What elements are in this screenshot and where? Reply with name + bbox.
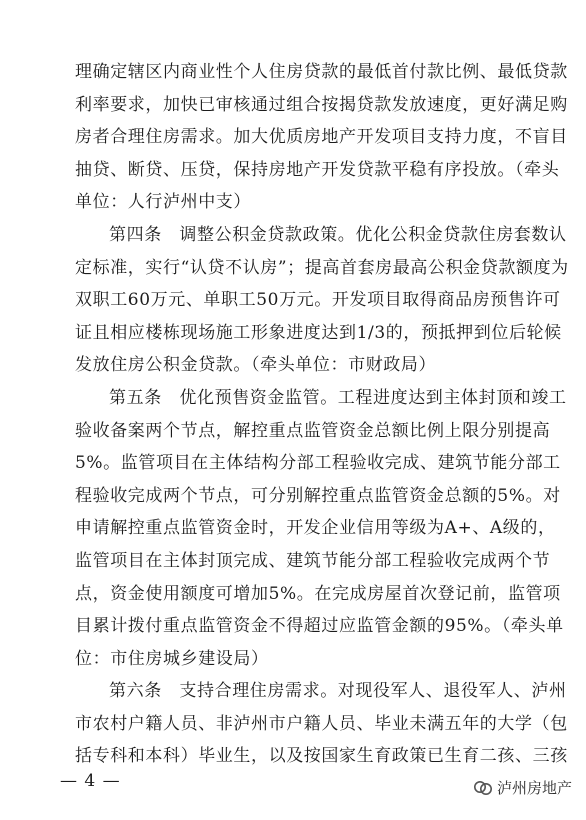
text-line: 利率要求，加快已审核通过组合按揭贷款发放速度，更好满足购 — [75, 94, 568, 115]
text-line: 抽贷、断贷、压贷，保持房地产开发贷款平稳有序投放。（牵头 — [75, 159, 560, 180]
text-line: 单位：人行泸州中支） — [75, 192, 251, 213]
text-line: 理确定辖区内商业性个人住房贷款的最低首付款比例、最低贷款 — [75, 62, 568, 82]
text-line: 申请解控重点监管资金时，开发企业信用等级为A+、A级的， — [75, 518, 556, 539]
document-body — [75, 56, 569, 773]
text-line: 点，资金使用额度可增加5%。在完成房屋首次登记前，监管项 — [75, 583, 561, 604]
text-line: 位：市住房城乡建设局） — [75, 648, 269, 669]
text-line: 市农村户籍人员、非泸州市户籍人员、毕业未满五年的大学（包 — [75, 713, 568, 734]
text-line: 发放住房公积金贷款。（牵头单位：市财政局） — [75, 355, 437, 376]
text-line: 验收备案两个节点，解控重点监管资金总额比例上限分别提高 — [75, 420, 551, 441]
text-line: 房者合理住房需求。加大优质房地产开发项目支持力度，不盲目 — [75, 127, 568, 148]
text-line: 括专科和本科）毕业生，以及按国家生育政策已生育二孩、三孩 — [75, 746, 568, 767]
wechat-channel-icon — [473, 780, 493, 796]
text-line: 双职工60万元、单职工50万元。开发项目取得商品房预售许可 — [75, 290, 561, 311]
text-line: 定标准，实行“认贷不认房”；提高首套房最高公积金贷款额度为 — [75, 257, 569, 278]
text-line: 监管项目在主体封顶完成、建筑节能分部工程验收完成两个节 — [75, 550, 551, 571]
text-line: 5%。监管项目在主体结构分部工程验收完成、建筑节能分部工 — [75, 453, 561, 474]
article-four-heading-line: 第四条 调整公积金贷款政策。优化公积金贷款住房套数认 — [109, 224, 567, 245]
article-five-heading-line: 第五条 优化预售资金监管。工程进度达到主体封顶和竣工 — [109, 387, 567, 408]
article-six-heading-line: 第六条 支持合理住房需求。对现役军人、退役军人、泸州 — [109, 681, 567, 702]
text-line: 目累计拨付重点监管资金不得超过应监管金额的95%。（牵头单 — [75, 616, 564, 637]
watermark — [473, 777, 572, 798]
page-number: — 4 — — [60, 771, 121, 791]
text-line: 证且相应楼栋现场施工形象进度达到1/3的，预抵押到位后轮候 — [75, 322, 562, 343]
text-line: 程验收完成两个节点，可分别解控重点监管资金总额的5%。对 — [75, 485, 561, 506]
watermark-label: 泸州房地产 — [496, 779, 572, 797]
